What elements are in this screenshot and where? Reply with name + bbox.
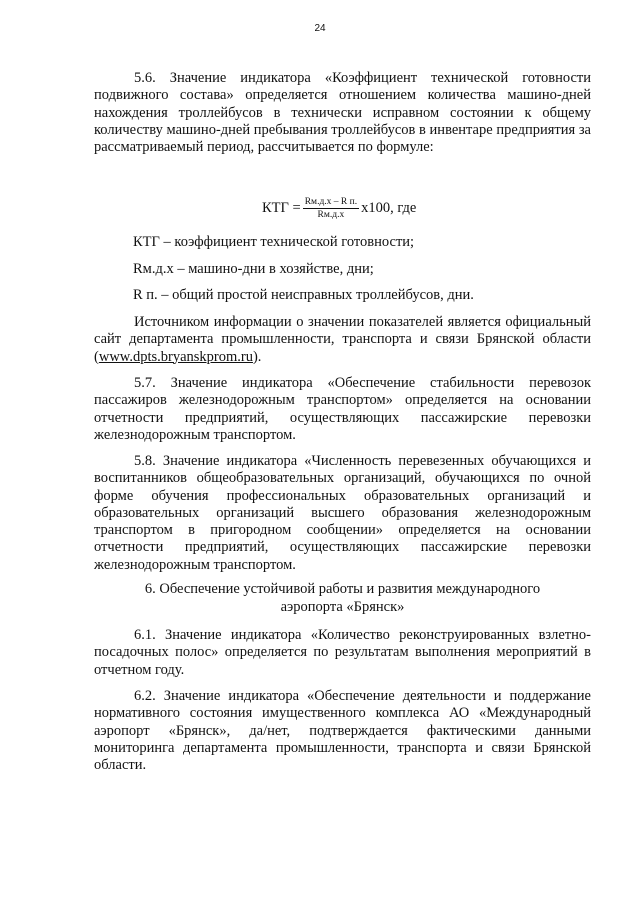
definition-rp: R п. – общий простой неисправных троллейбусов, дни.	[133, 287, 474, 303]
source-text: Источником информации о значении показателей является официальный сайт департамента промышленности, транспорта и связи Брянской области (	[94, 314, 591, 365]
paragraph-5-8: 5.8. Значение индикатора «Численность перевезенных обучающихся и воспитанников общеобразовательных организаций, обучающихся по очной форме обучения профессиональных образовательных организаций и образовательных организаций высшего образования железнодорожным транспортом в пригородном сообщении» определяется на основании отчетности предприятий, осуществляющих пассажирские перевозки железнодорожным транспортом.	[94, 453, 591, 573]
formula-numerator: Rм.д.х – R п.	[304, 196, 358, 207]
definition-ktg: КТГ – коэффициент технической готовности;	[133, 234, 415, 250]
formula-lhs: КТГ =	[262, 199, 301, 216]
source-end: ).	[252, 348, 262, 365]
formula-denominator: Rм.д.х	[317, 209, 345, 220]
paragraph-6-1: 6.1. Значение индикатора «Количество реконструированных взлетно-посадочных полос» определяется по результатам выполнения мероприятий в отчетном году.	[94, 627, 591, 678]
page-number: 24	[314, 23, 326, 34]
paragraph-5-7: 5.7. Значение индикатора «Обеспечение стабильности перевозок пассажиров железнодорожным транспортом» определяется на основании отчетности предприятий, осуществляющих пассажирские перевозки железнодорожным транспортом.	[94, 375, 591, 443]
paragraph-source	[94, 314, 591, 366]
formula-fraction	[303, 196, 359, 221]
paragraph-6-2: 6.2. Значение индикатора «Обеспечение деятельности и поддержание нормативного состояния имущественного комплекса АО «Международный аэропорт «Брянск», да/нет, подтверждается фактическими данными мониторинга департамента промышленности, транспорта и связи Брянской области.	[94, 688, 591, 774]
ktg-formula	[262, 188, 416, 228]
paragraph-5-6: 5.6. Значение индикатора «Коэффициент технической готовности подвижного состава» определяется отношением количества машино-дней нахождения троллейбусов в технически исправном состоянии к общему количеству машино-дней пребывания троллейбусов в инвентаре предприятия за рассматриваемый период, рассчитывается по формуле:	[94, 70, 591, 156]
formula-rhs: х100, где	[361, 199, 417, 216]
definition-rmdh: Rм.д.х – машино-дни в хозяйстве, дни;	[133, 261, 374, 277]
heading-line-1: 6. Обеспечение устойчивой работы и развития международного	[144, 581, 541, 597]
section-heading-6	[94, 581, 591, 616]
source-link[interactable]: www.dpts.bryanskprom.ru	[98, 348, 253, 365]
heading-line-2: аэропорта «Брянск»	[280, 598, 405, 615]
